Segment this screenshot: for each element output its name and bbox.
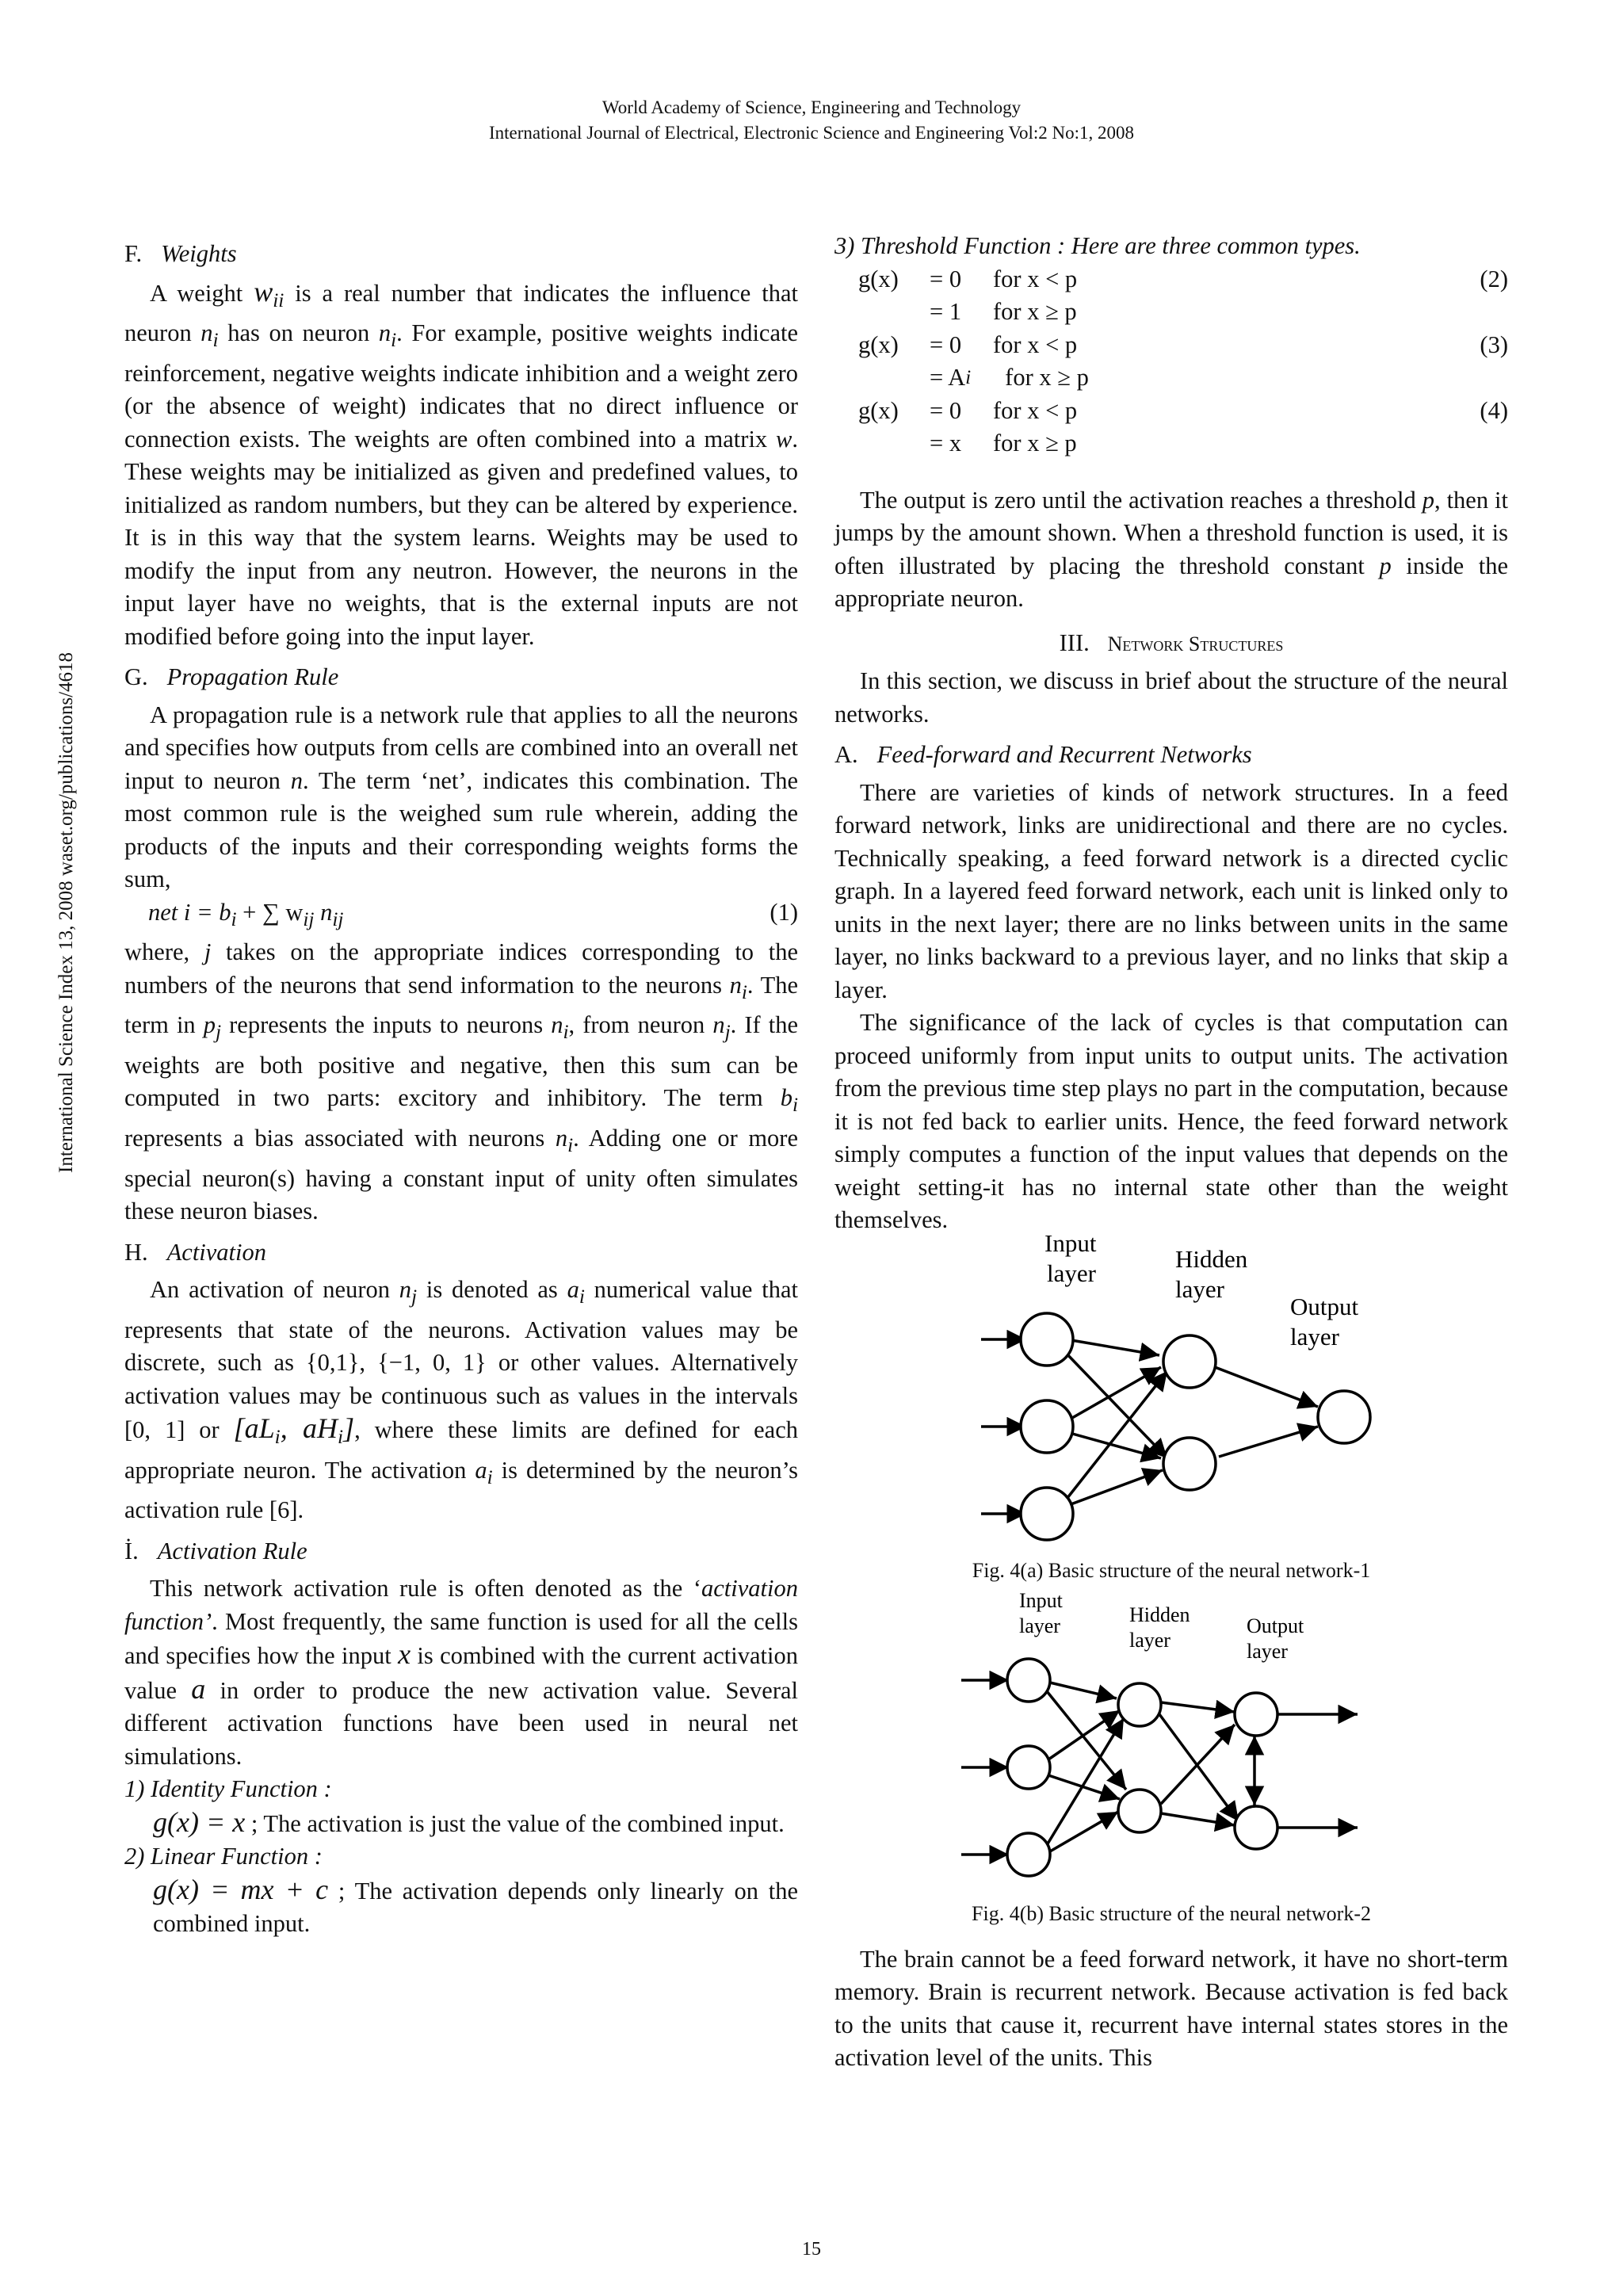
fig4b-input-node-1 <box>1007 1659 1050 1702</box>
math: g(x) = mx + c <box>153 1873 329 1905</box>
fig4a-hidden-node-2 <box>1163 1438 1216 1490</box>
text: A weight <box>150 279 254 307</box>
section-heading-f <box>124 238 798 271</box>
math: i <box>338 1426 344 1449</box>
math: n <box>290 766 303 794</box>
equation-cell: for x < p <box>993 330 1078 358</box>
math: ii <box>273 288 285 311</box>
math: w <box>254 275 273 308</box>
text: . Most frequently, the same function is used for all the cells and specifies how the input <box>124 1607 798 1670</box>
math: j <box>411 1286 418 1308</box>
fig4b-output-label-2: layer <box>1247 1640 1288 1663</box>
equation-cell: g(x) <box>858 330 899 358</box>
text: ; The activation depends only linearly on the combined input. <box>153 1877 798 1938</box>
text: ; The activation is just the value of the combined input. <box>245 1809 785 1837</box>
subheading: 3) Threshold Function : Here are three common types. <box>834 232 1361 259</box>
math: b <box>780 1084 792 1112</box>
right-column <box>834 230 1508 2075</box>
section-heading-iii <box>834 627 1508 661</box>
math: n <box>729 971 742 999</box>
threshold-equation-row <box>834 395 1508 428</box>
math: n <box>399 1276 412 1304</box>
threshold-function-heading <box>834 230 1508 263</box>
equation-cell: (4) <box>1480 396 1508 424</box>
side-citation: International Science Index 13, 2008 waset.org/publications/4618 <box>55 651 77 1173</box>
linear-function-text <box>124 1874 798 1941</box>
paragraph-threshold <box>834 484 1508 616</box>
text: , then it jumps by the amount shown. When a threshold function is used, it is often illustrated by placing the threshold constant <box>834 486 1508 579</box>
equation-1 <box>124 896 798 937</box>
math: j <box>216 1021 222 1044</box>
math: i <box>792 1094 798 1117</box>
threshold-equations <box>834 263 1508 460</box>
section-title: Activation <box>166 1238 267 1266</box>
fig4b-hidden-node-2 <box>1118 1790 1161 1832</box>
fig4b-hidden-node-1 <box>1118 1683 1161 1726</box>
paragraph-activation <box>124 1274 798 1527</box>
text: is determined by the neuron’s activation rule [6]. <box>124 1456 798 1524</box>
equation-cell: = x <box>930 430 962 457</box>
math: i <box>487 1465 493 1488</box>
equation-cell: = 1 <box>930 298 962 325</box>
math: ij <box>332 907 344 930</box>
math: [aL <box>233 1412 275 1445</box>
figure-4a-caption: Fig. 4(a) Basic structure of the neural network-1 <box>972 1558 1371 1582</box>
math: n <box>551 1011 563 1039</box>
equation-cell: for x < p <box>993 396 1078 424</box>
equation-cell: = A <box>930 364 966 391</box>
header-line-2: International Journal of Electrical, Electronic Science and Engineering Vol:2 No:1, 2008 <box>488 123 1135 143</box>
text: This network activation rule is often denoted as the ‘ <box>150 1575 702 1603</box>
text: activation function’ <box>124 1575 798 1635</box>
equation-cell: = 0 <box>930 396 962 424</box>
equation-cell: (3) <box>1480 330 1508 358</box>
fig4b-output-node-2 <box>1235 1806 1277 1849</box>
fig4a-input-node-3 <box>1021 1488 1073 1540</box>
paragraph-weights <box>124 276 798 654</box>
section-number: İ. <box>124 1537 139 1564</box>
section-heading-a <box>834 739 1508 772</box>
math: i <box>563 1021 569 1044</box>
text: is a real number that indicates the influence that neuron <box>124 279 798 347</box>
math: + ∑ w <box>236 898 304 926</box>
paragraph-propagation <box>124 699 798 896</box>
math: net i = b <box>148 898 231 926</box>
threshold-equation-row <box>834 263 1508 296</box>
math: i <box>274 1426 281 1449</box>
equation-cell: = 0 <box>930 330 962 358</box>
section-number: III. <box>1059 628 1090 656</box>
math: , aH <box>280 1412 338 1445</box>
math: ij <box>303 907 315 930</box>
text: where, <box>124 938 204 966</box>
text: An activation of neuron <box>150 1276 399 1304</box>
section-number: G. <box>124 663 148 691</box>
subheading: 2) Linear Function : <box>124 1843 323 1870</box>
math: p <box>1379 552 1392 579</box>
text: . These weights may be initialized as given and predefined values, to initialized as random numbers, but they can be altered by experience. It is in this way that the system learns. Weights may be used to modify the input from any neutron. However, the neurons in the input layer have no weights, that is the external inputs are not modified before going into the input layer. <box>124 425 798 650</box>
text: . The term in <box>124 971 798 1039</box>
math: j <box>204 938 212 966</box>
fig4b-input-node-2 <box>1007 1746 1050 1789</box>
section-number: A. <box>834 741 858 768</box>
fig4a-output-label: Output <box>1290 1292 1359 1320</box>
threshold-equation-row <box>834 296 1508 329</box>
fig4b-hidden-label: Hidden <box>1129 1603 1190 1626</box>
equation-cell: = 0 <box>930 265 962 292</box>
section-title: Weights <box>161 240 237 267</box>
math: i <box>579 1286 585 1308</box>
fig4b-input-label: Input <box>1019 1591 1063 1612</box>
text: is combined with the current activation value <box>124 1642 798 1704</box>
math: a <box>567 1276 579 1304</box>
paragraph-activation-rule <box>124 1572 798 1773</box>
section-title: Activation Rule <box>157 1537 307 1564</box>
text: , from neuron <box>568 1011 713 1039</box>
paragraph-network-structures: In this section, we discuss in brief about the structure of the neural networks. <box>834 667 1508 728</box>
figure-4b-caption: Fig. 4(b) Basic structure of the neural network-2 <box>972 1902 1371 1925</box>
text: has on neuron <box>218 319 379 347</box>
text: . For example, positive weights indicate reinforcement, negative weights indicate inhibition and a weight zero (or the absence of weight) indicates that no direct influence or connection exists. The weights are often combined into a matrix <box>124 319 799 453</box>
equation-number: (1) <box>769 898 798 926</box>
section-number: H. <box>124 1238 148 1266</box>
equation-cell: for x ≥ p <box>993 298 1077 325</box>
section-number: F. <box>124 240 143 267</box>
equation-cell: (2) <box>1480 265 1508 292</box>
left-column <box>124 230 798 1941</box>
math: j <box>724 1021 731 1044</box>
section-heading-i <box>124 1535 798 1568</box>
math: n <box>378 319 391 347</box>
fig4b-output-node-1 <box>1235 1693 1277 1736</box>
equation-cell <box>834 361 930 395</box>
fig4b-output-label: Output <box>1247 1614 1304 1637</box>
text: . The term ‘net’, indicates this combination. The most common rule is the weighed sum rule wherein, adding the products of the inputs and their corresponding weights forms the sum, <box>124 766 798 893</box>
identity-function-heading <box>124 1773 798 1806</box>
page-number: 15 <box>802 2239 821 2260</box>
fig4a-hidden-node-1 <box>1163 1335 1216 1388</box>
section-title: Propagation Rule <box>166 663 339 691</box>
fig4b-hidden-label-2: layer <box>1129 1629 1170 1652</box>
figure-4a-diagram <box>834 1232 1508 1549</box>
math: ] <box>343 1412 355 1445</box>
paragraph-recurrent: The brain cannot be a feed forward network, it have no short-term memory. Brain is recurrent network. Because activation is fed back to the units that cause it, recurrent have internal states stores in the activation level of the units. This <box>834 1945 1508 2071</box>
math: a <box>191 1672 206 1705</box>
fig4a-hidden-label-2: layer <box>1175 1274 1224 1303</box>
linear-function-heading <box>124 1840 798 1874</box>
fig4a-output-node <box>1318 1391 1370 1443</box>
fig4b-input-node-3 <box>1007 1833 1050 1876</box>
figure-4b-diagram <box>834 1591 1508 1893</box>
text: . If the weights are both positive and negative, then this sum can be computed in two parts: excitory and inhibitory. The term <box>124 1011 798 1112</box>
text: in order to produce the new activation value. Several different activation functions have been used in neural net simulations. <box>124 1676 798 1770</box>
math: w <box>776 425 792 453</box>
equation-subscript: i <box>965 366 972 388</box>
equation-cell <box>1461 427 1508 460</box>
header-line-1: World Academy of Science, Engineering and Technology <box>601 97 1022 117</box>
math: a <box>475 1456 487 1484</box>
math: i <box>231 907 237 930</box>
fig4a-input-label: Input <box>1044 1232 1097 1257</box>
text: inside the appropriate neuron. <box>834 552 1508 612</box>
math: i <box>212 329 219 352</box>
fig4b-input-label-2: layer <box>1019 1614 1060 1637</box>
paragraph-feed-forward-1: There are varieties of kinds of network structures. In a feed forward network, links are unidirectional and there are no cycles. Technically speaking, a feed forward network is a directed cyclic graph. In a layered feed forward network, each unit is linked only to units in the next layer; there are no links between units in the same layer, no links backward to a previous layer, and no links that skip a layer. <box>834 778 1508 1003</box>
text: represents the inputs to neurons <box>221 1011 552 1039</box>
fig4a-input-node-2 <box>1021 1400 1073 1453</box>
equation-cell: g(x) <box>858 265 899 292</box>
equation-cell: for x ≥ p <box>993 430 1077 457</box>
equation-cell <box>1461 361 1508 395</box>
section-title: Feed-forward and Recurrent Networks <box>876 741 1252 768</box>
section-heading-g <box>124 661 798 694</box>
paragraph-feed-forward-2: The significance of the lack of cycles is that computation can proceed uniformly from input units to output units. The activation from the previous time step plays no part in the computation, because it is not fed back to earlier units. Hence, the feed forward network simply computes a function of the input values that depends on the weight setting-it has no internal state other than the weight themselves. <box>834 1009 1508 1233</box>
threshold-equation-row <box>834 427 1508 460</box>
math: i <box>741 980 747 1003</box>
paragraph-propagation-2 <box>124 936 798 1228</box>
section-heading-h <box>124 1236 798 1270</box>
math: p <box>1422 486 1434 514</box>
identity-function-text <box>124 1806 798 1841</box>
text: takes on the appropriate indices corresponding to the numbers of the neurons that send information to the neurons <box>124 938 798 999</box>
text: The output is zero until the activation reaches a threshold <box>860 486 1423 514</box>
fig4a-input-node-1 <box>1021 1313 1073 1366</box>
math: n <box>712 1011 725 1039</box>
threshold-equation-row <box>834 361 1508 395</box>
math: g(x) = x <box>153 1805 246 1838</box>
subheading: 1) Identity Function : <box>124 1775 332 1803</box>
text: represents a bias associated with neurons <box>124 1125 556 1152</box>
threshold-equation-row <box>834 329 1508 362</box>
text: A propagation rule is a network rule that applies to all the neurons and specifies how outputs from cells are combined into an overall net input to neuron <box>124 701 798 794</box>
math: x <box>398 1638 411 1671</box>
text: , where these limits are defined for each appropriate neuron. The activation <box>124 1416 798 1484</box>
fig4a-input-label-2: layer <box>1047 1259 1096 1287</box>
math: n <box>200 319 213 347</box>
math: i <box>391 329 397 352</box>
equation-cell <box>834 427 930 460</box>
section-title: Network Structures <box>1107 632 1284 655</box>
equation-cell: g(x) <box>858 396 899 424</box>
fig4a-hidden-label: Hidden <box>1175 1244 1248 1273</box>
equation-cell: for x ≥ p <box>1005 364 1089 391</box>
journal-header <box>0 95 1623 146</box>
text: numerical value that represents that state of the neurons. Activation values may be discrete, such as {0,1}, {−1, 0, 1} or other values. Alternatively activation values may be continuous such as values in the intervals [0, 1] or <box>124 1276 798 1444</box>
math: n <box>555 1125 568 1152</box>
math: n <box>314 898 333 926</box>
text: is denoted as <box>417 1276 567 1304</box>
text: . Adding one or more special neuron(s) having a constant input of unity often simulates these neuron biases. <box>124 1125 798 1225</box>
fig4a-output-label-2: layer <box>1290 1322 1339 1350</box>
equation-cell: for x < p <box>993 265 1078 292</box>
math: i <box>567 1134 574 1157</box>
equation-cell <box>1461 296 1508 329</box>
math: p <box>203 1011 216 1039</box>
equation-cell <box>834 296 930 329</box>
